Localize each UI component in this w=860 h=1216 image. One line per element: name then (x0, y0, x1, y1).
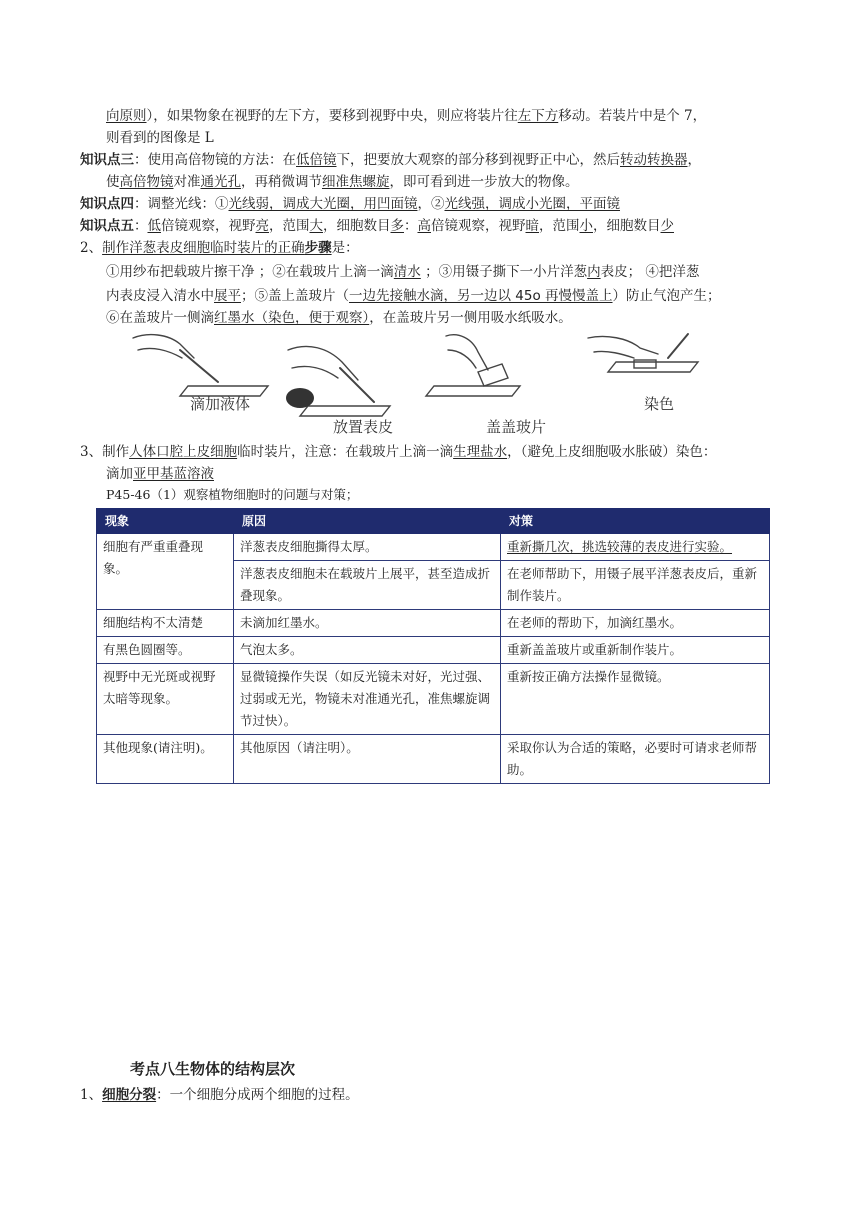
solution-cell: 在老师帮助下，用镊子展平洋葱表皮后，重新制作装片。 (501, 561, 770, 610)
phenomenon-cell: 视野中无光斑或视野太暗等现象。 (97, 664, 234, 735)
caption-place-skin: 放置表皮 (333, 418, 394, 436)
table-row (97, 637, 770, 664)
knowledge-point-3: 知识点三：使用高倍物镜的方法：在低倍镜下，把要放大观察的部分移到视野正中心，然后转动转换器， (80, 152, 701, 168)
step-3-heading: 3、制作人体口腔上皮细胞临时装片，注意：在载玻片上滴一滴生理盐水，（避免上皮细胞吸水胀破）染色： (80, 444, 717, 460)
step-2-line: ①用纱布把载玻片擦干净 ；②在载玻片上滴一滴清水 ；③用镊子撕下一小片洋葱内表皮； ④把洋葱 (106, 264, 700, 280)
table-header-row (97, 509, 770, 534)
solution-cell: 采取你认为合适的策略，必要时可请求老师帮助。 (501, 735, 770, 784)
solution-cell: 在老师的帮助下，加滴红墨水。 (501, 610, 770, 637)
procedure-illustration-svg (128, 328, 708, 440)
phenomenon-cell: 有黑色圆圈等。 (97, 637, 234, 664)
cause-cell: 气泡太多。 (234, 637, 501, 664)
text-line: 则看到的图像是 L (106, 130, 214, 146)
cause-cell: 洋葱表皮细胞撕得太厚。 (234, 534, 501, 561)
header-solution: 对策 (501, 509, 770, 534)
header-phenomenon: 现象 (97, 509, 234, 534)
text-line: 向原则），如果物象在视野的左下方，要移到视野中央，则应将装片往左下方移动。若装片中是个 7， (106, 108, 707, 124)
phenomenon-cell: 其他现象(请注明)。 (97, 735, 234, 784)
cause-cell: 洋葱表皮细胞未在载玻片上展平，甚至造成折叠现象。 (234, 561, 501, 610)
table-row (97, 534, 770, 561)
step-2-line: 内表皮浸入清水中展平；⑤盖上盖玻片（一边先接触水滴，另一边以 45o 再慢慢盖上）防止气泡产生； (106, 288, 721, 304)
knowledge-point-5: 知识点五：低倍镜观察，视野亮，范围大，细胞数目多：高倍镜观察，视野暗，范围小，细胞数目少 (80, 218, 674, 234)
cause-cell: 显微镜操作失误（如反光镜未对好，光过强、过弱或无光，物镜未对准通光孔，准焦螺旋调节过快）。 (234, 664, 501, 735)
section-8-title: 考点八生物体的结构层次 (130, 1060, 296, 1078)
table-row (97, 610, 770, 637)
section-8-item: 1、细胞分裂：一个细胞分成两个细胞的过程。 (80, 1087, 359, 1103)
step-2-heading: 2、制作洋葱表皮细胞临时装片的正确步骤是： (80, 240, 359, 256)
table-caption: P45-46（1）观察植物细胞时的问题与对策； (106, 487, 359, 502)
caption-stain: 染色 (644, 395, 675, 413)
cause-cell: 其他原因（请注明）。 (234, 735, 501, 784)
step-2-line: ⑥在盖玻片一侧滴红墨水（染色，便于观察），在盖玻片另一侧用吸水纸吸水。 (106, 310, 572, 326)
text-line: 使高倍物镜对准通光孔，再稍微调节细准焦螺旋，即可看到进一步放大的物像。 (106, 174, 579, 190)
phenomenon-cell: 细胞结构不太清楚 (97, 610, 234, 637)
phenomenon-cell: 细胞有严重重叠现象。 (97, 534, 234, 610)
cause-cell: 未滴加红墨水。 (234, 610, 501, 637)
caption-add-liquid: 滴加液体 (190, 395, 251, 413)
solution-cell: 重新撕几次，挑选较薄的表皮进行实验。 (501, 534, 770, 561)
table-row (97, 735, 770, 784)
problem-solution-table (96, 508, 770, 784)
step-3-line: 滴加亚甲基蓝溶液 (106, 466, 214, 482)
solution-cell: 重新按正确方法操作显微镜。 (501, 664, 770, 735)
procedure-illustration (128, 328, 708, 440)
caption-cover-slip: 盖盖玻片 (486, 418, 547, 436)
table-row (97, 664, 770, 735)
header-cause: 原因 (234, 509, 501, 534)
solution-cell: 重新盖盖玻片或重新制作装片。 (501, 637, 770, 664)
knowledge-point-4: 知识点四：调整光线：①光线弱，调成大光圈，用凹面镜，②光线强，调成小光圈，平面镜 (80, 196, 620, 212)
